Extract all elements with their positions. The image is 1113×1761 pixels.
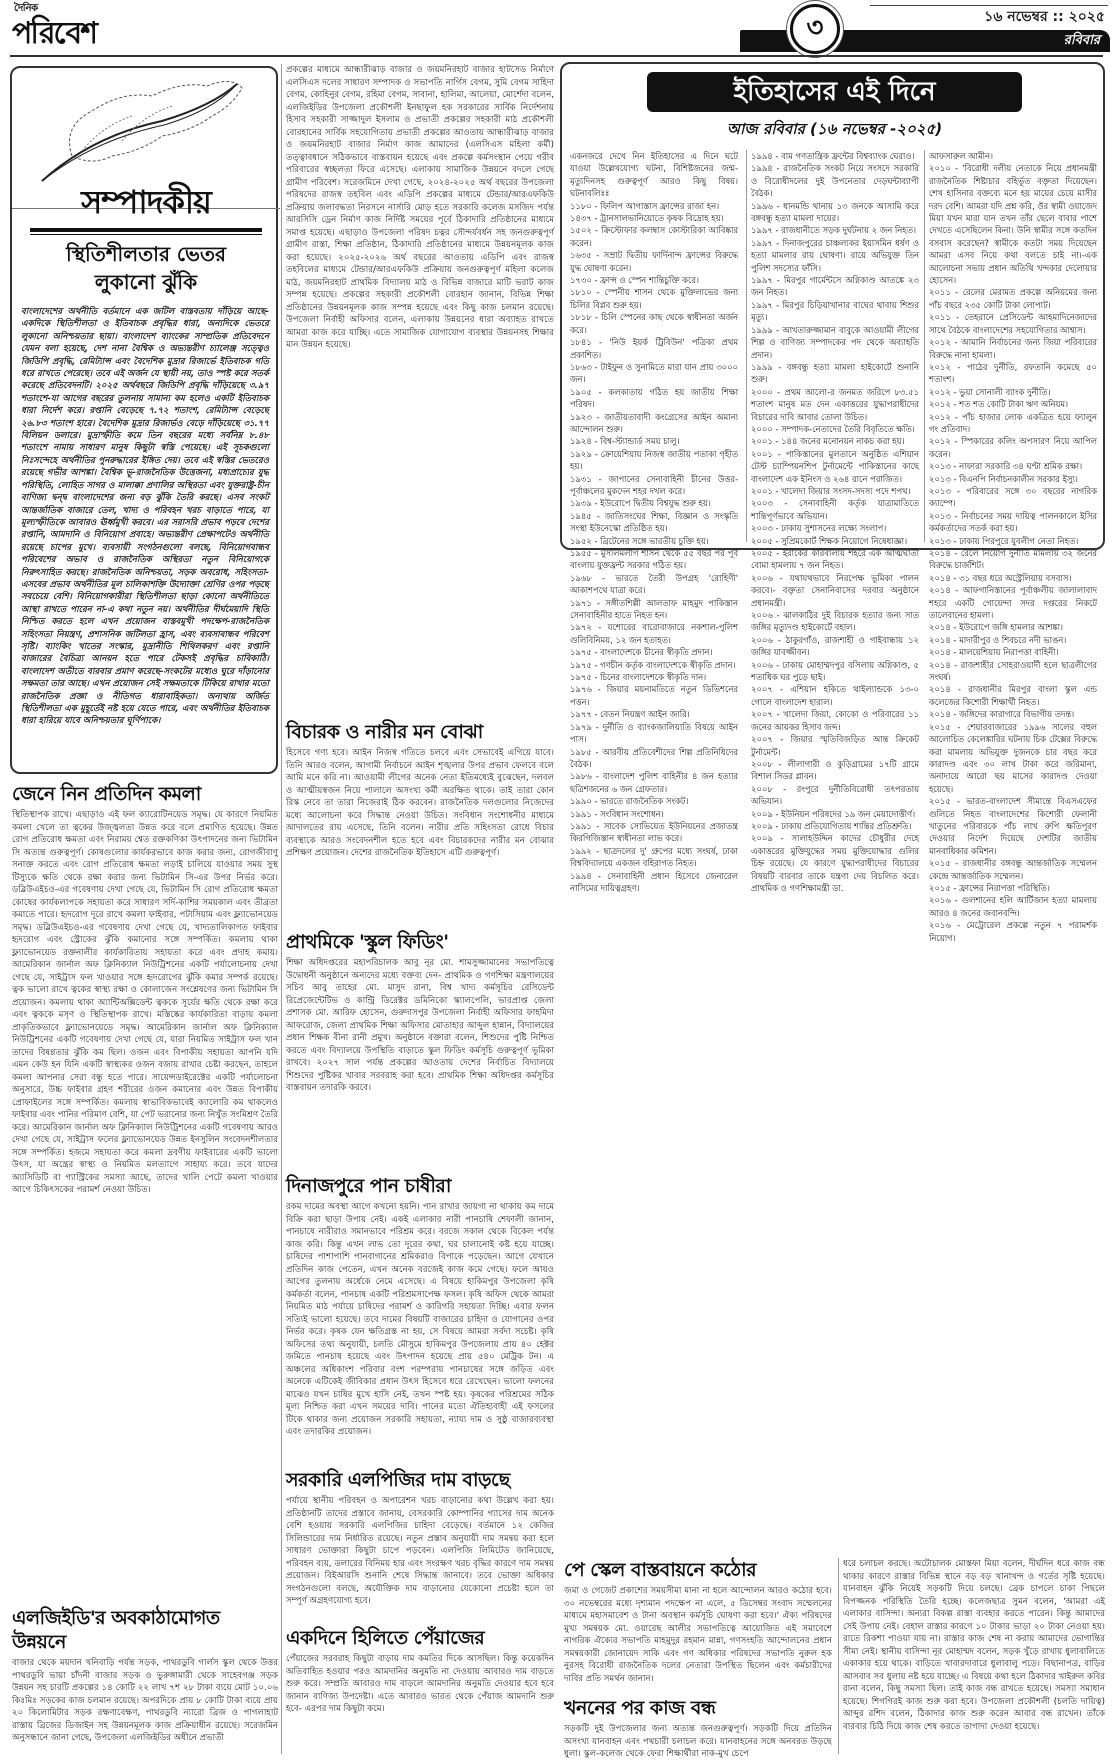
history-event: ১৯৭৫ - বাংলাদেশকে চীনের স্বীকৃতি প্রদান। — [570, 647, 713, 658]
history-event: ২০১৪ - রাজশাহীর সোহরাওয়ার্দী হলে ছাত্রলীগের সংঘর্ষ। — [929, 659, 1097, 683]
history-event: ১৯৯৭ - মিরপুর গার্মেন্টসে অগ্নিকাণ্ড আতঙ্কে ২৩ জন নিহত। — [751, 275, 919, 298]
history-event: ২০০৭ - জিয়ার স্মৃতিবিজড়িত আন্ত ক্রিকেট টুর্নামেন্ট। — [751, 734, 919, 757]
history-event: ১৯৭৭ - বেতন নিয়ন্ত্রণ আইন জারি। — [570, 709, 690, 720]
article-lged — [12, 1606, 278, 1756]
history-event: ২০০৯ - ঢাকায় প্রতিযোগিতায় শান্তির প্রতিশ্রুতি। — [751, 820, 912, 831]
history-event: ১৯৬৮ - ভারতে তৈরী উপগ্রহ 'রোহিণী' আকাশপথে যাত্রা করে। — [570, 572, 738, 596]
history-column-3 — [929, 150, 1097, 943]
history-box — [560, 62, 1105, 943]
right-bottom-left-column — [564, 1558, 832, 1759]
history-event: ২০০১ - পাকিস্তানের মুলতানে অনুষ্ঠিত এশিয়ান টেস্ট চ্যাম্পিয়নশিপ টুর্নামেন্টে পাকিস্তানের কাছে বাংলাদেশ এক ইনিংস ও ২৬৪ রানে পরাজিত। — [751, 448, 919, 484]
history-event: ২০১৪ - ৩১ বছর ধরে অস্ট্রেলিয়ায় বসবাস। — [929, 572, 1072, 583]
history-event: ২০০০ - প্রথম আলো-র জনমত জরিপে ৮৩.৫১ শতাংশ মানুষ মত দেন একাত্তরের যুদ্ধাপরাধীদের বিচারের দাবি আবার তোলা উচিত। — [751, 386, 919, 422]
history-event: ১৮১০ - স্পেনীয় শাসন থেকে মুক্তিলাভের জন্য চিলির বিপ্লব শুরু হয়। — [570, 287, 738, 310]
history-event: ১৯৯৪ - সেনাবাহিনী প্রধান হিসেবে জেনারেল নাসিমের দায়িত্বগ্রহণ। — [570, 870, 738, 893]
history-event: ১৯৯৭ - মিরপুর চিড়িয়াখানার বাঘের থাবায় শিশুর মৃত্যু। — [751, 299, 919, 323]
history-event: ১৯৯১ - সাবেক সোভিয়েত ইউনিয়নের প্রজাতন্ত্র কিরগিজিস্তান স্বাধীনতা লাভ করে। — [570, 820, 738, 844]
history-subtitle: আজ রবিবার (১৬ নভেম্বর -২০২৫) — [726, 120, 943, 138]
history-event: ১৯৯৪ - রাজনৈতিক সংকট নিয়ে সংসদে সরকারি ও বিরোধীদলের দুই উপনেতার দেড়ঘন্টাব্যাপী বৈঠক। — [751, 163, 919, 199]
history-event: ২০১৩ - বিএনপি নির্বাচনকালীন সরকার ইস্যু। — [929, 473, 1078, 484]
history-event: ২০০৭ - খালেদা জিয়া, কোকো ও পরিবারের ১১ জনের আয়কর হিসাব জব্দ। — [751, 709, 919, 732]
history-event: ১৯৭১ - সঙ্গীতশিল্পী আলতাফ মাহমুদ পাকিস্তান সেনাবাহিনীর হাতে নিহত হন। — [570, 597, 738, 621]
history-event: ২০১৩ - ঢাকায় পিরপুরে যুবলীগ নেতা নিহত। — [929, 535, 1079, 546]
history-event: ২০০৮ - রংপুরে দুর্নীতিবিরোধী তৎপরতায় অভিযান। — [751, 783, 919, 807]
history-event: ২০১৫ - শেয়ারবাজারের ১৯৯৬ সালের বহুল আলোচিত কেলেঙ্কারির ঘটনায় চিক টেক্সের বিরুদ্ধে করা মামলায় অভিযুক্ত দুজনকে চার বছর করে কারাদণ্ড এবং ৩০ লাখ টাকা করে জরিমানা, অনাদায়ে আরো ছয় মাসের কারাদণ্ড দেওয়া হয়েছে। — [929, 721, 1097, 794]
history-event: ১৫০২ - ক্রিস্টোফার কলম্বাস কোস্টারিকা আবিষ্কার করেন। — [570, 225, 738, 248]
article-body-komola: স্থিতিস্থাপক রাখে। এছাড়াও এই ফল ক্যারোটিনয়েড সমৃদ্ধ। যে কারণে নিয়মিত কমলা খেলে তা ত্বকের উজ্জ্বলতা উন্নত করে বলে প্রমাণিত হয়েছে। উন্নত রোগ প্রতিরোধ ক্ষমতা এবং নিরাময় শ্বেত রক্তকণিকা উৎপাদনের জন্য ভিটামিন সি অত্যন্ত গুরুত্বপূর্ণ। কোষগুলোর কার্যকরভাবে কাজ করার জন্য, রোগজীবাণু সনাক্ত করতে এবং রোগ প্রতিরোধ ক্ষমতা লড়াই চালিয়ে যাওয়ার সময় সুস্থ টিস্যুকে ক্ষতি থেকে রক্ষা করার জন্য ভিটামিন সি-এর উপর নির্ভর করে। ডব্লিউএইচও-এর গবেষণায় দেখা গেছে যে, ভিটামিন সি রোগ প্রতিরোধ ক্ষমতা কোষের কার্যকলাপকে সহায়তা করে সাধারণ সর্দি-কাশির সময়কাল এবং তীব্রতা কমাতে পারে। হৃদরোগ দূরে রাখে কমলা ফাইবার, পটাসিয়াম এবং ফ্ল্যাভোনয়েড সমৃদ্ধ। ডব্লিউএইচও-এর গবেষণায় দেখা গেছে যে, খাদ্যতালিকাগত ফাইবার হৃদরোগ এবং স্ট্রোকের ঝুঁকি কমানোর সঙ্গে সম্পর্কিত। কমলায় থাকা ফ্ল্যাভোনয়েড রক্তনালীর কার্যকারিতায় সহায়তা করে এবং প্রদাহ কমায়। আমেরিকান জার্নাল অফ ক্লিনিক্যাল নিউট্রিশনের একটি পর্যালোচনায় দেখা গেছে যে, সাইট্রাস ফল খাওয়ার সঙ্গে হৃদরোগের ঝুঁকি কমার সম্পর্ক রয়েছে। ত্বক ভালো রাখে ত্বকের স্বাস্থ্য রক্ষা ও কোলাজেন সংশ্লেষণের জন্য ভিটামিন সি প্রয়োজন। কমলায় থাকা অ্যান্টিঅক্সিডেন্ট ত্বককে সূর্যের ক্ষতি থেকে রক্ষা করে এবং ত্বককে মসৃণ ও স্থিতিস্থাপক রাখে। মস্তিষ্কের কার্যকারিতা বাড়ায় কমলা প্রাকৃতিকভাবে ফ্ল্যাভোনয়েডে সমৃদ্ধ। আমেরিকান জার্নাল অফ ক্লিনিক্যাল নিউট্রিশনের একটি গবেষণায় দেখা গেছে যে, যারা নিয়মিত সাইট্রাস ফল খান তাদের বিষণ্ণতার ঝুঁকি কম ছিল। ওজন এবং বিপাকীয় সহায়তা আপনি যদি এমন কেউ হন যিনি একটি স্বাস্থ্যকর ওজন বজায় রাখার চেষ্টা করছেন, তাহলে কমলা আপনার সেরা বন্ধু হতে পারে। সায়েন্সডাইরেক্টের একটি পর্যালোচনা অনুসারে, উচ্চ ফাইবার গ্রহণ শরীরের ওজন কমানোর এবং উন্নত বিপাকীয় প্রোফাইলের সঙ্গে সম্পর্কিত। কমলায় স্বাভাবিকভাবেই ক্যালোরি কম থাকলেও ফাইবার এবং পানির পরিমাণ বেশি, যা পেট ভরানোর জন্য নিখুঁত সংমিশ্রণ তৈরি করে। আমেরিকান জার্নাল অফ ক্লিনিক্যাল নিউট্রিশনের একটি গবেষণায় আরও দেখা গেছে যে, সাইট্রাস ফলের ফ্ল্যাভোনয়েড উন্নত ইনসুলিন সংবেদনশীলতার সঙ্গে সম্পর্কিত। হজমে সহায়তা করে কমলা দ্রবণীয় ফাইবারের একটি ভালো উৎস, যা অন্ত্রের স্বাস্থ্য ও নিয়মিত মলত্যাগে সাহায্য করে। তবে যাদের অ্যাসিডিটি বা গ্যাস্ট্রিকের সমস্যা আছে, তাদের খালি পেটে কমলা খাওয়ার আগে চিকিৎসকের পরামর্শ নেওয়া উচিত। — [12, 810, 278, 1195]
history-event: ২০১২ - ভুয়া সোনালী ব্যাংক দুর্নীতি। — [929, 386, 1051, 397]
history-event: ২০১২ - আমানি নির্বাচনের জন্য জিয়া পরিবারের বিরুদ্ধে নানা হামলা। — [929, 337, 1097, 360]
history-event: ২০১৫ - রাজধানীর বঙ্গবন্ধু আন্তর্জাতিক সম্মেলন কেন্দ্রে আন্তর্জাতিক সম্মেলন। — [929, 858, 1097, 881]
history-event: ২০১৪ - ইউরোপে জঙ্গি হামলার আশঙ্কা। — [929, 622, 1064, 633]
editorial-title-line1: স্থিতিশীলতার ভেতর — [66, 242, 226, 266]
editorial-rule — [30, 228, 262, 232]
article-body-lged: বাজার থেকে ময়দান খনিবাড়ি পর্যন্ত সড়ক, পাথরডুবি গার্লস স্কুল থেকে উত্তর পাথরডুবি ভায়া চাঁদনী বাজার সড়ক ও ভুরুঙ্গামারী থেকে সাহেবগঞ্জ সড়ক উন্নয়ন সহ চারটি প্রকল্পের ১৪ কোটি ২২ লাখ ৭শ ২৮ টাকা ব্যয়ে মোট ১০.০৬ কিঃমিঃ সড়কের কাজ চলমান রয়েছে। অপরদিকে প্রায় ৮ কোটি টাকা ব্যয়ে প্রায় ২০ কিলোমিটার সড়ক রক্ষণাবেক্ষণ, পাথরডুবি ন্যারো ব্রিজ ও পাগলাহাট রাস্তায় ব্রিজের ডিজাইন সহ উন্নয়নমূলক কাজ প্রক্রিয়াধীন রয়েছে। সরেজমিন অনুসন্ধানে জানা গেছে, উপজেলা এলজিইডির অধীনে প্রভাতী — [12, 1658, 278, 1743]
history-event: ১৯৪৫ - জাতিসংঘের শিক্ষা, বিজ্ঞান ও সংস্কৃতি সংস্থা ইউনেস্কো প্রতিষ্ঠিত হয়। — [570, 510, 738, 534]
history-event: ১৯৫৫ - মুসলিমলীগ শাসন থেকে ৫৫ বছর পর পূর্ব বাংলায় যুক্তফ্রন্ট সরকার গঠিত হয়। — [570, 548, 738, 571]
history-event: ১৯৮৫ - আরবীয় প্রতিবেশীদের শিল্প প্রতিনিধিদের বৈঠক। — [570, 746, 738, 769]
history-event: ১৯৭৬ - জিয়ার ময়নামতিতে নতুন ডিভিশনের পত্তন। — [570, 684, 738, 707]
history-event: ১৯৯১ - সংবিধান সংশোধন। — [570, 808, 664, 819]
history-event: ২০১৪ - রাজধানীর মিরপুর বাংলা স্কুল এন্ড কলেজের কিশোরী শিক্ষার্থী নিহত। — [929, 684, 1097, 707]
history-event: ১৯৩১ - জাপানের সেনাবাহিনী চীনের উত্তর-পূর্বাঞ্চলের মুকদেন শহর দখল করে। — [570, 473, 738, 496]
article-paan — [286, 1174, 554, 1460]
history-event: ১৯৯৭ - দিনাজপুরের চাঞ্চল্যকর ইয়াসমিন ধর্ষণ ও হত্যা মামলার রায় ঘোষণা। রায়ে অভিযুক্ত তিন পুলিশ সদস্যের ফাঁসি। — [751, 237, 919, 273]
article-bicharok — [286, 720, 554, 922]
history-event: ১৯৫২ - ব্রিটেনের সঙ্গে ভারতীয় চুক্তি হয়। — [570, 535, 709, 546]
history-event: ২০১৬ - গুলশানের হলি আর্টিজান হত্যা মামলায় আরও ৪ জনের জবানবন্দি। — [929, 895, 1097, 918]
history-event: ২০১৫ - ফ্রান্সের নিরাপত্তা পরিস্থিতি। — [929, 882, 1050, 893]
article-school-feeding — [286, 930, 554, 1166]
history-event: ২০১১ - রেলের মেরামত প্রকল্পে অনিয়মের জন্য পাঁচ বছরে ২৩৫ কোটি টাকা লোপাট। — [929, 287, 1097, 310]
history-event: ২০০৩ - ঢাকায় সুশাসনের লক্ষ্যে সংলাপ। — [751, 523, 887, 534]
history-intro: একনজরে দেখে নিন ইতিহাসের এ দিনে ঘটে যাওয়া উল্লেখযোগ্য ঘটনা, বিশিষ্টজনের জন্ম-মৃত্যুদিনসহ গুরুত্বপূর্ণ আরও কিছু বিষয়। ঘটনাবলিঃঃ — [570, 151, 738, 199]
history-event: ১৯৯০ - ভারতে রাজনৈতিক সংকট। — [570, 796, 689, 807]
editorial-title — [16, 240, 276, 296]
article-road — [564, 1696, 832, 1761]
history-event: ২০১৩ - নাফারা সরকারি ৩৪ ঘণ্টা শ্রমিক রক্ষা। — [929, 461, 1083, 472]
editorial-rule-thin — [30, 234, 262, 235]
article-body-pay-scale: জমা ও গেজেট প্রকাশের সময়সীমা মানা না হলে আন্দোলন আরও কঠোর হবে। ৩০ নভেম্বরের মধ্যে দৃশ্যমান পদক্ষেপ না এলে, ৫ ডিসেম্বর সংবাদ সম্মেলনের মাধ্যমে মহাসমাবেশ ও টানা অবস্থান কর্মসূচি ঘোষণা করা হবে।' ঐক্য পরিষদের মুখ্য সমন্বয়ক মো. ওয়ারেছ আলীর সভাপতিত্বে আয়োজিত এই সমাবেশে নাগরিক ঐক্যের সভাপতি মাহমুদুর রহমান মান্না, গণসংহতি আন্দোলনের প্রধান সমন্বয়কারী জোনায়েদ সাকি এবং গণ অধিকার পরিষদের সভাপতি নুরুল হক নুরসহ বিরোধী রাজনৈতিক দলের নেতারা উপস্থিত ছিলেন এবং কর্মচারীদের দাবির প্রতি সমর্থন জানান। — [564, 1586, 832, 1684]
history-event: ১৯৯২ - ছাত্রদলের দু' গ্রুপের মধ্যে সংঘর্ষ, ঢাকা বিশ্ববিদ্যালয়ে একজন বহিরাগত নিহত। — [570, 845, 738, 869]
history-event: ২০০৬ - ঢাকায় মোহাম্মদপুর বসিলায় অগ্নিকাণ্ড, ৫ শতাধিক ঘর পুড়ে ছাই। — [751, 659, 919, 683]
history-event: ২০১৫ - ভারত-বাংলাদেশ সীমান্তে বিএসএফের গুলিতে নিহত বাংলাদেশের কিশোরী ফেলানী খাতুনের পরিবারকে পাঁচ লাখ রুপি ক্ষতিপূরণ দেওয়ার নির্দেশ দিয়েছে দেশটির জাতীয় মানবাধিকার কমিশন। — [929, 796, 1097, 856]
history-event: ১৯৮৬ - বাংলাদেশ পুলিশ বাহিনীর ৪ জন হত্যার ছত্রিশজনের ৬ জন গ্রেফতার। — [570, 771, 738, 794]
headline-lpg[interactable]: সরকারি এলপিজির দাম বাড়ছে — [286, 1469, 510, 1491]
logo-prefix: দৈনিক — [14, 3, 38, 14]
history-event: ২০১৪ - রেলে নিয়োগ দুর্নীতি মামলায় ৩২ জনের বিরুদ্ধে চার্জশিট। — [929, 548, 1097, 571]
left-column — [12, 782, 278, 1756]
history-event: ২০১৪ - জঙ্গিদের কারাগারে বিভাগীয় তদন্ত। — [929, 709, 1075, 720]
article-pay-scale — [564, 1558, 832, 1690]
history-event: ২০১২ - পাঠের দুর্নীতি, রফতানি কমেছে ৫০ শতাংশ। — [929, 361, 1097, 385]
article-body-paan: রকম দামের অবস্থা আগে কখনো হয়নি। পান রাখার জায়গা না থাকায় কম দামে বিক্রি করা ছাড়া উপায় নেই। একই এলাকার নারী পানচাষি শেফালী জানান, পানচাষে নারীরাও সমানভাবে পরিশ্রম করে। বরজে সকাল থেকে বিকেল পর্যন্ত কাজ করি। কিন্তু এখন লাভ তো দূরের কথা, ঘর চালানোই কষ্ট হয়ে যাচ্ছে। চাষিদের পাশাপাশি পানবাগানের শ্রমিকরাও বিপাকে পড়েছেন। আগে যেখানে প্রতিদিন কাজ পেতেন, এখন অনেক বরজেই কাজ কমে গেছে। ফলে আয়ও আগের তুলনায় অর্ধেকে নেমে এসেছে। এ বিষয়ে হাকিমপুর উপজেলা কৃষি কর্মকর্তা বলেন, পানচাষ একটি পরিশ্রমসাপেক্ষ ফসল। কৃষি অফিস থেকে আমরা নিয়মিত মাঠ পর্যায়ে চাষিদের পরামর্শ ও কারিগরি সহায়তা দিচ্ছি। এবার ফলন সত্যিই ভালো হয়েছে। তবে দামের বিষয়টি বাজারের চাহিদা ও যোগানের ওপর নির্ভর করে। কৃষক যেন ক্ষতিগ্রস্ত না হয়, সে বিষয়ে আমরা সর্বদা সচেষ্ট। কৃষি অফিসের তথ্য অনুযায়ী, চলতি মৌসুমে হাকিমপুর উপজেলায় প্রায় ৪০ হেক্টর জমিতে পানচাষ হয়েছে এবং উৎপাদন হয়েছে প্রায় ৫৪০ মেট্রিক টন। এ অঞ্চলের অধিকাংশ পরিবার বংশ পরম্পরায় পানচাষের সঙ্গে জড়িত এবং অনেকে এটিকেই জীবিকার প্রধান উৎস হিসেবে ধরে রেখেছেন। ভালো ফলনের মাঝেও যখন চাষির মুখে হাসি নেই, তখন স্পষ্ট হয়। কৃষকের পরিশ্রমের সঠিক মূল্য নিশ্চিত করা এখন সময়ের দাবি। পানের মতো ঐতিহ্যবাহী এই ফসলের টিকে থাকার জন্য প্রয়োজন সরকারি সহায়তা, ন্যায্য দাম ও সুষ্ঠু বাজারব্যবস্থা এবং তদারকির প্রয়োজন। — [286, 1202, 554, 1437]
history-event: আফসারুল আমীন। — [929, 151, 993, 161]
article-body-lged-continued: প্রকল্পের মাধ্যমে আন্ধারীঝাড় বাজার ও জয়মনিরহাট বাজার হাটসেড নির্মাণে এলসিএস দলের সাধারণ সম্পাদক ও সভাপতি নার্গিস বেগম, সুমি বেগম সাহিদা বেগম, কোহিনুর বেগম, রহিমা বেগম, সাবানা, হালিমা, আলেয়া, মোর্শেদা বলেন, এলজিইডির উপজেলা প্রকৌশলী ইনছাফুল হক সরকারের সার্বিক নির্দেশনায় হিসাব সহকারী সাজ্জাদুল ইসলাম ও প্রভাতী প্রকল্পের সহকারী মাঠ প্রকৌশলী বোরহানের সার্বিক সহযোগিতায় প্রভাতী প্রকল্পের আওতায় আন্ধারীঝাড় বাজার ও জয়মনিরহাট বাজার নির্মাণ কাজ আমাদের (এলসিএস মহিলা কর্মী) তত্ত্বাবধানে সঠিকভাবে বাস্তবায়ন হয়েছে এবং প্রকল্পে কর্মসংস্থান পেয়ে গরীব পরিবারের স্বচ্ছলতা ফিরে এসেছে। এলাকায় সামাজিক উন্নয়নে বদলে গেছে গ্রামীণ পরিবেশ। সরেজমিনে দেখা গেছে, ২০২৪-২০২৫ অর্থ বছরের উপজেলা পরিষদের রাজস্ব তহবিল এবং এডিপি প্রকল্পের মাধ্যমে টেন্ডার/আরএফকিউ প্রক্রিয়ায় জলাবদ্ধতা নিরসনে নার্সারি মোড় হতে সরকারি কলেজ মসজিদ পর্যন্ত আরসিসি ড্রেন নির্মাণ কাজ নির্দিষ্ট সময়ের পূর্বে ঠিকাদারি প্রতিষ্ঠানের মাধ্যমে সমাপ্ত হয়েছে। এছাড়াও উপজেলা পরিষদ চত্বর সৌন্দর্যবর্ধন সহ জনগুরুত্বপূর্ণ গ্রামীণ রাস্তা, শিক্ষা প্রতিষ্ঠান, ঠিকাদারি প্রতিষ্ঠানের মাধ্যমে উন্নয়নমূলক কাজ করা হয়েছে। ২০২৫-২০২৬ অর্থ বছরের আওতায় এডিপি এবং রাজস্ব তহবিলের মাধ্যমে টেন্ডার/আরএফকিউ প্রক্রিয়ায় জনগুরুত্বপূর্ণ মহিলা কলেজ মাঠ, জয়মনিরহাট প্রাথমিক বিদ্যালয় মাঠ ও বিভিন্ন বাজারে মাটি ভরাট কাজ সম্পন্ন হয়েছে। প্রকল্পের সহকারী প্রকৌশলী বোরহান জানান, বিভিন্ন শিক্ষা প্রতিষ্ঠানের উন্নয়নমূলক কাজ সম্পন্ন হয়েছে এবং কিছু কাজ চলমান রয়েছে। উপজেলা নির্বাহী অফিসার বলেন, এলাকায় উন্নয়নের ধারা অব্যাহত রাখতে আমরা কাজ করে যাচ্ছি। এতে সামাজিক যোগাযোগ ব্যবস্থার উন্নয়নসহ শিক্ষার মান উন্নয়ন হয়েছে। — [286, 65, 554, 350]
headline-pay-scale[interactable]: পে স্কেল বাস্তবায়নে কঠোর — [564, 1559, 757, 1581]
history-event: ২০১৩ - পরিবারের সঙ্গে ৩০ বছরের নাগরিক ক্যাম্পে। — [929, 485, 1097, 509]
history-event: ২০০০ - সম্পাদক-নেতাদের তৈরি বিবৃতিতে ক্ষতি। — [751, 423, 915, 434]
history-event: ১১৮০ - ফিলিপ আগাস্তাস ফ্রান্সের রাজা হন। — [570, 200, 720, 211]
history-event: ১৯৯৯ - বঙ্গবন্ধু হত্যা মামলা হাইকোর্টে শুনানি শুরু। — [751, 361, 919, 385]
history-event: ১৯৯৯ - আখতারুজ্জামান বাবুকে আওয়ামী লীগের শিল্প ও বাণিজ্য সম্পাদকের পদ থেকে অব্যাহতি প্রদান। — [751, 324, 919, 360]
masthead — [0, 0, 1113, 58]
editorial-title-line2: লুকানো ঝুঁকি — [94, 270, 198, 294]
history-event: ২০১২ - শত শত কোটি টাকা ঋণ অনিয়ম। — [929, 399, 1069, 410]
headline-komola[interactable]: জেনে নিন প্রতিদিন কমলা — [12, 783, 201, 805]
article-body-onion: পেঁয়াজের সরবরাহ কিছুটা বাড়ায় দাম কমতির দিকে আসছিল। কিন্তু কয়েকদিন অতিবাহিত হওয়ার পরও আমদানির অনুমতি না দেওয়ায় আবারও দাম বাড়তে শুরু করে। সম্প্রতি আবারও দাম বাড়লে আমদানির অনুমতি দেওয়ার হবে হবে জানান বাণিজ্য উপদেষ্টা। এতে আবারও ভারত থেকে পেঁয়াজ আমদানি শুরু হবে- এরপর দাম কিছুটা কমে। — [286, 1654, 554, 1714]
history-event: ২০০৬ - ঠাকুরগাঁও, রাজশাহী ও গাইবান্ধায় ১২ জঙ্গির যাবজ্জীবন। — [751, 634, 919, 658]
page-number: ৩ — [790, 4, 840, 54]
newspaper-logo[interactable]: পরিবেশ — [12, 16, 96, 51]
history-event: ১৯৯৭ - রাজধানীতে সড়ক দুর্ঘটনায় ২ জন নিহত। — [751, 225, 916, 236]
history-divider — [924, 150, 925, 542]
history-event: ১৮১৮ - চিলি স্পেনের কাছ থেকে স্বাধীনতা অর্জন করে। — [570, 312, 738, 335]
headline-paan[interactable]: দিনাজপুরে পান চাষীরা — [286, 1175, 451, 1197]
history-event: ২০০৬ - যথাযথভাবে নিরপেক্ষ ভূমিকা পালন করবে।- বক্তৃতা সেনানিবাসের দরবার অনুষ্ঠানে প্রধানমন্ত্রী। — [751, 572, 919, 608]
article-body-bicharok: হিসেবে গণ্য হবে। আইন নিজস্ব গতিতে চলবে এবং সেভাবেই এগিয়ে যাবে। তিনি আরও বলেন, আগামী নির্বাচনে আইন শৃঙ্খলার উপর প্রভাব ফেলবে বলে আমি মনে করি না। আওয়ামী লীগের অনেক নেতা ইতিমধ্যেই বুঝেছেন, দলবল ও আত্মীয়স্বজন নিয়ে পালালে অসংখ্য কর্মী অরক্ষিত থাকে। তাই তারা কোন রিস্ক নেবে তা তারা নিজেরাই ঠিক করবেন। রাজনৈতিক দলগুলোর নিজেদের মধ্যে আলোচনা করে সিদ্ধান্ত নেওয়া উচিত। সংবিধান সংশোধনীর মাধ্যমে আদালতের রায় এসেছে, তিনি বলেন। নারীর প্রতি সহিংসতা রোধে বিচার ব্যবস্থাকে আরও সংবেদনশীল হতে হবে এবং বিচারকদের নারীর মন বোঝার প্রশিক্ষণ প্রয়োজন। দেশের রাজনৈতিক ইতিহাসে এটি গুরুত্বপূর্ণ। — [286, 748, 554, 858]
article-lged-continued — [286, 64, 554, 712]
history-event: ২০১৪ - মালয়েশিয়ায় নিরাপত্তা বাহিনী। — [929, 647, 1059, 658]
history-event: ২০১৬ - মেট্রোরেল প্রকল্পে নতুন ৭ পরামর্শক নিয়োগ। — [929, 920, 1097, 943]
history-event: ১৯৭৫ - গণচীন কর্তৃক বাংলাদেশকে স্বীকৃতি প্রদান। — [570, 659, 736, 670]
history-event: ২০০৫ - ইরাকের কারবালায় শহরে এক আত্মঘাতী বোমা হামলায় ৭ জন নিহত। — [751, 548, 919, 571]
history-event: ১৯৯৬ - ধানমন্ডি থানায় ১৩ জনকে আসামি করে বঙ্গবন্ধু হত্যা মামলা দায়ের। — [751, 200, 919, 224]
history-event: ২০১০ - 'বিরোধী দলীয় নেতাকে নিয়ে প্রধানমন্ত্রী রাজনৈতিক শিষ্টাচার বহির্ভূত বক্তৃতা দিয়েছেন। শেখ হাসিনার বক্তব্যে মনে হয় মায়ের চেয়ে মাসীর দরদ বেশি। আমরা যদি প্রশ্ন করি, ওঁর স্বামী ওয়াজেদ মিয়া যখন মারা যান তখন তাঁর ছেলে বাবার পাশে দেখতে এসেছিলেন কিনা। উনি স্বামীর সঙ্গে কতদিন বসবাস করেছেন? স্বামীকে কতটা সময় দিয়েছেন আমরা এসব নিয়ে কথা বলতে চাই না।-এক আলোচনা সভায় প্রধান অতিথি খন্দকার দেলোয়ার হোসেন। — [929, 163, 1097, 286]
history-event: ২০০৯ - ইউনিয়ন পরিষদের ১৯ জন মেয়াদোত্তীর্ণ। — [751, 808, 916, 819]
history-event: ১৯৯৪ - বাম গণতান্ত্রিক ফ্রন্টের বিশ্বব্যাংক ঘেরাও। — [751, 151, 915, 161]
article-body-school-feeding: শিক্ষা অধিদপ্তরের মহাপরিচালক আবু নূর মো. শামসুজ্জামানের সভাপতিত্বে উদ্বোধনী অনুষ্ঠানে অন্যদের মধ্যে বক্তব্য দেন- প্রাথমিক ও গণশিক্ষা মন্ত্রণালয়ের সচিব আবু তাহের মো. মাসুদ রানা, বিশ্ব খাদ্য কর্মসূচির রেসিডেন্ট রিপ্রেজেন্টেটিভ ও কান্ট্রি ডিরেক্টর ডমিনিকো স্ক্যালপেলি, ভারপ্রাপ্ত জেলা প্রশাসক মো. আরিফ হোসেন, গুরুদাসপুর উপজেলা নির্বাহী অফিসার ফাহমিদা আফরোজ, জেলা প্রাথমিক শিক্ষা অফিসার মোতাহার আব্দুল হান্নান, বিদ্যালয়ের প্রধান শিক্ষক বীনা রানী প্রমুখ। অনুষ্ঠানে বক্তারা বলেন, শিশুদের পুষ্টি নিশ্চিত করতে এবং বিদ্যালয়ে উপস্থিতি বাড়াতে স্কুল ফিডিং কর্মসূচি গুরুত্বপূর্ণ ভূমিকা রাখবে। ২০২৭ সাল পর্যন্ত প্রকল্পের আওতায় দেশের নির্বাচিত বিদ্যালয়ে শিশুদের পুষ্টিকর খাবার সরবরাহ করা হবে। প্রাথমিক শিক্ষা অধিদপ্তর কর্মসূচির বাস্তবায়ন তদারকি করবে। — [286, 958, 554, 1093]
history-event: ২০০৬ - ঝালকাঠির দুই বিচারক হত্যার জন্য সাত জঙ্গির মৃত্যুদণ্ড হাইকোর্টে বহাল। — [751, 610, 919, 633]
history-event: ২০০১ - ১৪৪ জনের মনোনয়ন নাকচ করা হয়। — [751, 436, 905, 447]
article-lpg — [286, 1468, 554, 1618]
history-event: ২০০৩ - সেনাবাহিনী কর্তৃক যাত্রামাতিতে শান্তিপূর্ণভাবে অভিযান। — [751, 498, 919, 521]
history-event: ২০১২ - পাঁচ হাজার লোক একত্রিত হয়ে ফ্যালুন গং প্রতিবাদ। — [929, 411, 1097, 434]
article-onion — [286, 1626, 554, 1756]
history-event: ১৯৭৫ - চিনের বাংলাদেশকে স্বীকৃতি দান। — [570, 672, 707, 683]
history-event: ১৯২৯ - ক্রোয়েশিয়ায় নিজস্ব জাতীয় পতাকা গৃহীত হয়। — [570, 448, 738, 472]
history-event: ১৯৭২ - যশোরের বারোবাজারে নকশাল-পুলিশ গুলিবিনিময়, ১২ জন হতাহত। — [570, 622, 738, 645]
history-event: ২০১৩ - নির্বাচনের সময় দায়িত্ব পালনকালে ইসির কর্মকর্তাদের সতর্ক করা হয়। — [929, 510, 1097, 534]
history-events-1 — [570, 200, 738, 895]
history-divider — [746, 150, 747, 542]
headline-road[interactable]: খননের পর কাজ বন্ধ — [564, 1697, 716, 1719]
headline-bicharok[interactable]: বিচারক ও নারীর মন বোঝা — [286, 721, 483, 743]
history-event: ১৮৬৩ - টাইফুন ও সুনামিতে মারা যান প্রায় ৩০০০ জন। — [570, 361, 738, 385]
editorial-box — [10, 66, 278, 774]
history-event: ১৯৩৯ - ইউরোপে দ্বিতীয় বিশ্বযুদ্ধ শুরু হয়। — [570, 498, 711, 509]
history-event: ১৪৩৭ - ট্রানসালভানিয়োতে কৃষক বিদ্রোহ হয়। — [570, 213, 724, 224]
history-event: ১৯২৪ - বিশ্ব-স্ট্যান্ডার্ড সময় চালু। — [570, 436, 680, 447]
middle-column — [286, 64, 554, 1756]
article-body-road: সড়কটি দুই উপজেলার জন্য অত্যন্ত জনগুরুত্বপূর্ণ। সড়কটি দিয়ে প্রতিদিন অসংখ্য যানবাহন এবং পথচারী চলাচল করে। যানবাহনের সঙ্গে অনবরত উড়ছে ধুলা। স্কুল-কলেজ থেকে ফেরা শিক্ষার্থীরা নাক-মুখ চেপে — [564, 1724, 832, 1759]
masthead-rule — [10, 55, 1103, 57]
editorial-label: সম্পাদকীয় — [81, 183, 211, 221]
history-event: ১৬৩৫ - সম্রাট দ্বিতীয় ফার্দিনান্দ ফ্রান্সের বিরুদ্ধে যুদ্ধ ঘোষণা করেন। — [570, 250, 738, 273]
article-body-lpg: পর্যায়ে স্থানীয় পরিবহন ও অপারেশন খরচ বাড়ানোর কথা উল্লেখ করা হয়। প্রতিষ্ঠানটি তাদের প্রস্তাবে জানায়, বেসরকারি কোম্পানির গ্যাসের দাম অনেক বেশি হওয়ায় সরকারি এলপিজির চাহিদা বেড়েছে। বর্তমানে ১২ কেজির সিলিন্ডারের দাম নির্ধারিত রয়েছে। নতুন প্রস্তাব অনুযায়ী দাম সমন্বয় করা হলে সাধারণ ভোক্তারা কিছুটা চাপে পড়বেন। এলপিজি লিমিটেড জানিয়েছে, পরিবহন ব্যয়, ডলারের বিনিময় হার এবং সংরক্ষণ খরচ বৃদ্ধির কারণে দাম সমন্বয় প্রয়োজন। বিইআরসি শুনানি শেষে সিদ্ধান্ত জানাবে। তবে ভোক্তা অধিকার সংগঠনগুলো বলছে, অযৌক্তিক দাম বাড়ানোর যেকোনো প্রচেষ্টা হলে তা সম্পূর্ণ অগ্রহণযোগ্য হবে। — [286, 1496, 554, 1606]
headline-school-feeding[interactable]: প্রাথমিকে 'স্কুল ফিডিং' — [286, 931, 449, 953]
history-event: ২০০৮ - লীলাগারী ও কুড়িগ্রামের ১৭টি গ্রামে বিশাল সিডর প্লাবন। — [751, 758, 919, 782]
feather-quill-icon — [32, 76, 252, 186]
headline-onion[interactable]: একদিনে হিলিতে পেঁয়াজের — [286, 1627, 485, 1649]
history-event: ১৯০৫ - কলকাতায় গঠিত হয় জাতীয় শিক্ষা পরিষদ। — [570, 386, 738, 410]
history-event: ২০০৭ - এশিয়ান হকিতে থাইল্যান্ডকে ১৩-০ গোলে বাংলাদেশ হারাল। — [751, 684, 919, 707]
issue-day: রবিবার — [1063, 33, 1100, 48]
headline-lged[interactable]: এলজিইডি'র অবকাঠামোগত উন্নয়নে — [12, 1607, 220, 1653]
history-event: ২০০১ - খালেদা জিয়ার সংসদ-সদস্য পদে শপথ। — [751, 485, 911, 496]
history-event: ২০০৯ - সালাহউদ্দিন কাদের চৌধুরীর দেহে একাত্তরের মুক্তিযুদ্ধের সময় মুক্তিযোদ্ধার গুলির চিহ্ন রয়েছে। যে কারণে যুদ্ধাপরাধীদের বিচারের বিষয়টি বারবার তাকে যন্ত্রণা দেয় বিচলিত করে। প্রাথমিক ও গণশিক্ষামন্ত্রী ডা. — [751, 833, 919, 893]
column-divider — [838, 1558, 839, 1754]
history-event: ২০১১ - তেহরানে প্রেসিডেন্ট আহমাদিনেজাদের সাথে বৈঠকে বাংলাদেশের সহযোগিতার আশ্বাস। — [929, 312, 1097, 335]
history-event: ১৭৩০ - ফ্রান্স ও স্পেন শান্তিচুক্তি করে। — [570, 275, 699, 286]
history-event: ১৯৭৯ - দুর্নীতি ও ব্যাংকজালিয়াতি বিষয়ে আইন পাস। — [570, 721, 738, 745]
history-event: ২০০৫ - সুপ্রিমকোর্ট শিক্ষক নিয়োগে নিষেধাজ্ঞা। — [751, 535, 908, 546]
editorial-body: বাংলাদেশের অর্থনীতি বর্তমানে এক জটিল বাস্তবতায় দাঁড়িয়ে আছে-একদিকে স্থিতিশীলতা ও ইতিবাচক প্রবৃদ্ধির ধারা, অন্যদিকে ভেতরে লুকানো অনিশ্চয়তার ছায়া। বাংলাদেশ ব্যাংকের সাম্প্রতিক প্রতিবেদনে যেমন বলা হয়েছে, দেশ নানা বৈশ্বিক ও অভ্যন্তরীণ চ্যালেঞ্জ সত্ত্বেও জিডিপি প্রবৃদ্ধি, রেমিট্যান্স এবং বৈদেশিক মুদ্রার রিজার্ভে ইতিবাচক গতি ধরে রাখতে পেরেছে। তবে এই অর্জন যে স্থায়ী নয়, তাও স্পষ্ট করে সতর্ক করেছে প্রতিবেদনটি। ২০২৫ অর্থবছরে জিডিপি প্রবৃদ্ধি দাঁড়িয়েছে ৩.৯৭ শতাংশে-যা আগের বছরের তুলনায় সামান্য কম হলেও একটি ইতিবাচক ধারা নির্দেশ করে। রপ্তানি বেড়েছে ৭.৭২ শতাংশ, রেমিট্যান্স বেড়েছে ২৬.৮৩ শতাংশ হারে। বৈদেশিক মুদ্রার রিজার্ভও বেড়ে দাঁড়িয়েছে ৩১.৭৭ বিলিয়ন ডলারে। মুদ্রাস্ফীতি কমে তিন বছরের মধ্যে সর্বনিম্ন ৮.৪৮ শতাংশে নামায় সাধারণ মানুষ কিছুটা স্বস্তি পেয়েছে। এই সূচকগুলো নিঃসন্দেহে অর্থনীতির পুনরুদ্ধারের ইঙ্গিত দেয়। তবে এই স্বস্তির ভেতরেও রয়েছে গভীর আশঙ্কা। বৈশ্বিক ভূ-রাজনৈতিক উত্তেজনা, মধ্যপ্রাচ্যের যুদ্ধ পরিস্থিতি, লোহিত সাগর ও মালাক্কা প্রণালির অস্থিরতা এবং যুক্তরাষ্ট্র-চীন বাণিজ্য দ্বন্দ্ব বাংলাদেশের জন্য বড় ঝুঁকি তৈরি করছে। এসব সংকট আন্তর্জাতিক বাজারে তেল, খাদ্য ও পরিবহন খরচ বাড়াতে পারে, যা মূল্যস্ফীতিকে আবারও ঊর্ধ্বমুখী করবে। এর সরাসরি প্রভাব পড়বে দেশের রপ্তানি, আমদানি ও বিনিয়োগ প্রবাহে। অভ্যন্তরীণ প্রেক্ষাপটেও অর্থনীতি রয়েছে চাপের মুখে। ব্যবসায়ী সংগঠনগুলো বলছে, বিনিয়োগবান্ধব পরিবেশের অভাব ও রাজনৈতিক অস্থিরতা নতুন বিনিয়োগকে নিরুৎসাহিত করছে। রাজনৈতিক অনিশ্চয়তা, সড়ক অবরোধ, সহিংসতা-এসবের প্রভাব অর্থনীতির মূল চালিকাশক্তি উদ্যোক্তা শ্রেণির ওপর পড়ছে সবচেয়ে বেশি। বিনিয়োগকারীরা স্থিতিশীলতা ছাড়া কোনো অর্থনীতিতে আস্থা রাখতে পারেন না-এ কথা নতুন নয়। অর্থনীতির দীর্ঘমেয়াদি স্থিতি নিশ্চিত করতে হলে এখন প্রয়োজন বাস্তবমুখী পদক্ষেপ-রাজনৈতিক সহিংসতা নিয়ন্ত্রণ, প্রশাসনিক জটিলতা হ্রাস, এবং ব্যবসাবান্ধব পরিবেশ সৃষ্টি। ব্যাংকিং খাতের সংস্কার, মুদ্রানীতি শিথিলকরণ এবং রপ্তানি বাজারের বৈচিত্র্য আনয়ন হতে পারে টেকসই প্রবৃদ্ধির চাবিকাঠি। বাংলাদেশ অতীতে বারবার প্রমাণ করেছে-সংকটের মধ্যেও ঘুরে দাঁড়ানোর সক্ষমতা তার আছে। এখন প্রয়োজন সেই সক্ষমতাকে টিকিয়ে রাখার মতো রাজনৈতিক প্রজ্ঞা ও নীতিগত ধারাবাহিকতা। অন্যথায় অর্জিত স্থিতিশীলতা এক মুহূর্তেই নষ্ট হয়ে যেতে পারে, এবং অর্থনীতির ইতিবাচক ধারা হারিয়ে যাবে অনিশ্চয়তার ঘূর্ণিপাকে। — [21, 307, 269, 727]
history-title: ইতিহাসের এই দিনে — [647, 72, 1022, 112]
article-body-road-continued: ধরে চলাচল করছে। অটোচালক মোস্তফা মিয়া বলেন, দীর্ঘদিন ধরে কাজ বন্ধ থাকার কারণে রাস্তার বিভিন্ন স্থানে বড় বড় খানাখন্দ ও গর্তের সৃষ্টি হয়েছে। যানবাহন ঝুঁকি নিয়েই সড়কটি দিয়ে চলছে। ব্রেক চাপলে চাকা পিছলে বিপজ্জনক পরিস্থিতি তৈরি হচ্ছে। কলেজছাত্র সুমন বলেন, 'আমরা এই এলাকার বাসিন্দা। অন্যরা বিকল্প রাস্তা ব্যবহার করতে পারেন। কিন্তু আমাদের সেই উপায় নেই। বেহাল রাস্তার কারণে ১০ টাকার ভাড়া ২০ টাকা নেওয়া হয়। রাতে রিকশা পাওয়া যায় না। রাস্তার কাজ শেষ না করায় আমাদের ভোগান্তির সীমা নেই। স্থানীয় বাসিন্দা নূর মোহাম্মদ বলেন, সড়ক খুঁড়ে রাখায় ধুলাবালিতে একাকার হয়ে থাকে। বাড়িতে খাবারদাবারে ধুলাবালু পড়ে। বিছানাপত্র, বাড়ির আসবাব সব ধুলায় নষ্ট হয়ে যাচ্ছে। এ বিষয়ে কথা হলে ঠিকাদার খাইরুল কবির রানা বলেন, কিছু সমস্যা ছিল। তাই কাজ বন্ধ রাখতে হয়েছে। সমস্যা সমাধান হয়েছে। শিগগিরই কাজ শুরু করা হবে। উপজেলা প্রকৌশলী (চলতি দায়িত্ব) আব্দুর রশিদ বলেন, ঠিকাদার কাজ শুরু করেন আবার বন্ধ রাখেন। তাঁকে বারবার চিঠি দিয়ে কাজ শেষ করতে তাগাদা দেওয়া হয়েছে। — [843, 1559, 1105, 1732]
date-rule — [870, 5, 1108, 6]
issue-date: ১৬ নভেম্বর :: ২০২৫ — [880, 8, 1105, 26]
history-event: ২০১২ - স্পিকারের কলিং অপসারণ নিয়ে আপিল করেন। — [929, 436, 1097, 459]
history-event: ১৯২৩ - জাতীয়তাবাদী কংগ্রেসের আইন অমান্য আন্দোলন শুরু। — [570, 411, 738, 434]
history-column-2 — [751, 150, 919, 893]
history-column-1 — [570, 150, 738, 893]
history-event: ১৮৪১ - 'নিউ ইয়র্ক ট্রিবিউন' পত্রিকা প্রথম প্রকাশিত। — [570, 337, 738, 360]
history-event: ২০১৪ - মাদারীপুর ও শিবচরে নদী ভাঙন। — [929, 634, 1067, 645]
article-komola — [12, 782, 278, 1600]
column-divider — [281, 64, 282, 1754]
history-event: ২০১৪ - আফগানিস্তানের পূর্বাঞ্চলীয় জালালাবাদ শহরে একটি গোয়েন্দা সদর দপ্তরের নিকটে তালেবানের হামলা। — [929, 585, 1097, 621]
